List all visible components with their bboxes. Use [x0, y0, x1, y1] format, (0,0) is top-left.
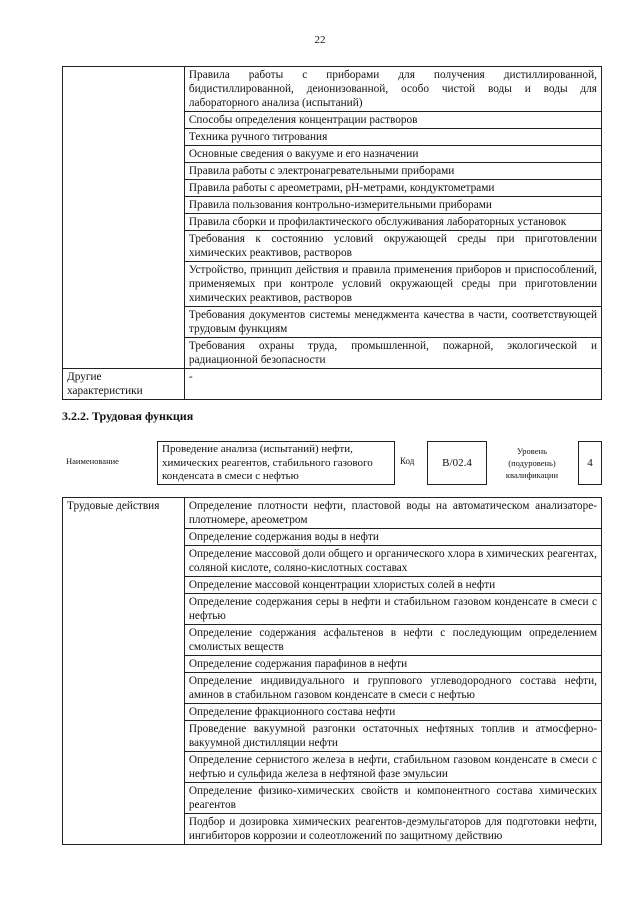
labor-actions-label: Трудовые действия	[63, 498, 185, 845]
code-value-box	[427, 441, 487, 485]
labor-action-item: Определение содержания парафинов в нефти	[184, 656, 601, 673]
labor-action-item: Определение содержания асфальтенов в нефти с последующим определением смолистых веществ	[184, 625, 601, 656]
knowledge-item: Требования охраны труда, промышленной, пожарной, экологической и радиационной безопасности	[184, 338, 601, 369]
knowledge-item: Техника ручного титрования	[184, 129, 601, 146]
labor-action-item: Определение фракционного состава нефти	[184, 704, 601, 721]
labor-action-item: Определение физико-химических свойств и компонентного состава химических реагентов	[184, 783, 601, 814]
table-row	[63, 369, 602, 400]
other-characteristics-value: -	[184, 369, 601, 400]
code-label: Код	[400, 456, 415, 466]
page-number: 22	[314, 34, 326, 46]
empty-label-cell	[63, 67, 185, 369]
other-characteristics-label: Другие характеристики	[63, 369, 185, 400]
knowledge-item: Правила сборки и профилактического обслуживания лабораторных установок	[184, 214, 601, 231]
labor-action-item: Определение плотности нефти, пластовой воды на автоматическом анализаторе-плотномере, ареометром	[184, 498, 601, 529]
knowledge-table	[62, 66, 602, 400]
name-value: Проведение анализа (испытаний) нефти, химических реагентов, стабильного газового конденсата в смеси с нефтью	[162, 443, 373, 482]
labor-action-item: Определение содержания серы в нефти и стабильном газовом конденсате в смеси с нефтью	[184, 594, 601, 625]
knowledge-item: Правила пользования контрольно-измерительными приборами	[184, 197, 601, 214]
labor-action-item: Определение содержания воды в нефти	[184, 529, 601, 546]
function-header	[62, 441, 602, 489]
labor-action-item: Определение сернистого железа в нефти, стабильном газовом конденсате в смеси с нефтью и сульфида железа в нефтяной фазе эмульсии	[184, 752, 601, 783]
level-value-box	[578, 441, 602, 485]
labor-actions-table	[62, 497, 602, 845]
level-value: 4	[587, 457, 593, 469]
labor-action-item: Проведение вакуумной разгонки остаточных нефтяных топлив и атмосферно-вакуумной дистилляции нефти	[184, 721, 601, 752]
knowledge-item: Способы определения концентрации растворов	[184, 112, 601, 129]
labor-action-item: Определение массовой концентрации хлористых солей в нефти	[184, 577, 601, 594]
labor-action-item: Определение индивидуального и группового углеводородного состава нефти, аминов в стабильном газовом конденсате в смеси с нефтью	[184, 673, 601, 704]
knowledge-item: Требования документов системы менеджмента качества в части, соответствующей трудовым функциям	[184, 307, 601, 338]
name-value-box	[157, 441, 395, 485]
table-row	[63, 498, 602, 529]
knowledge-item: Правила работы с ареометрами, pH-метрами, кондуктометрами	[184, 180, 601, 197]
code-value: В/02.4	[442, 457, 472, 469]
knowledge-item: Правила работы с электронагревательными приборами	[184, 163, 601, 180]
knowledge-item: Устройство, принцип действия и правила применения приборов и приспособлений, применяемых при контроле условий окружающей среды при приготовлении химических реактивов, растворов	[184, 262, 601, 307]
knowledge-item: Основные сведения о вакууме и его назначении	[184, 146, 601, 163]
labor-action-item: Определение массовой доли общего и органического хлора в химических реагентах, соляной кислоте, соляно-кислотных составах	[184, 546, 601, 577]
level-label: Уровень (подуровень) квалификации	[505, 446, 559, 480]
name-label: Наименование	[66, 456, 119, 466]
labor-action-item: Подбор и дозировка химических реагентов-деэмульгаторов для подготовки нефти, ингибиторов коррозии и солеотложений по защитному действию	[184, 814, 601, 845]
section-heading: 3.2.2. Трудовая функция	[62, 409, 194, 423]
knowledge-item: Требования к состоянию условий окружающей среды при приготовлении химических реактивов, растворов	[184, 231, 601, 262]
table-row	[63, 67, 602, 112]
knowledge-item: Правила работы с приборами для получения дистиллированной, бидистиллированной, деионизованной, особо чистой воды и воды для лабораторного анализа (испытаний)	[184, 67, 601, 112]
